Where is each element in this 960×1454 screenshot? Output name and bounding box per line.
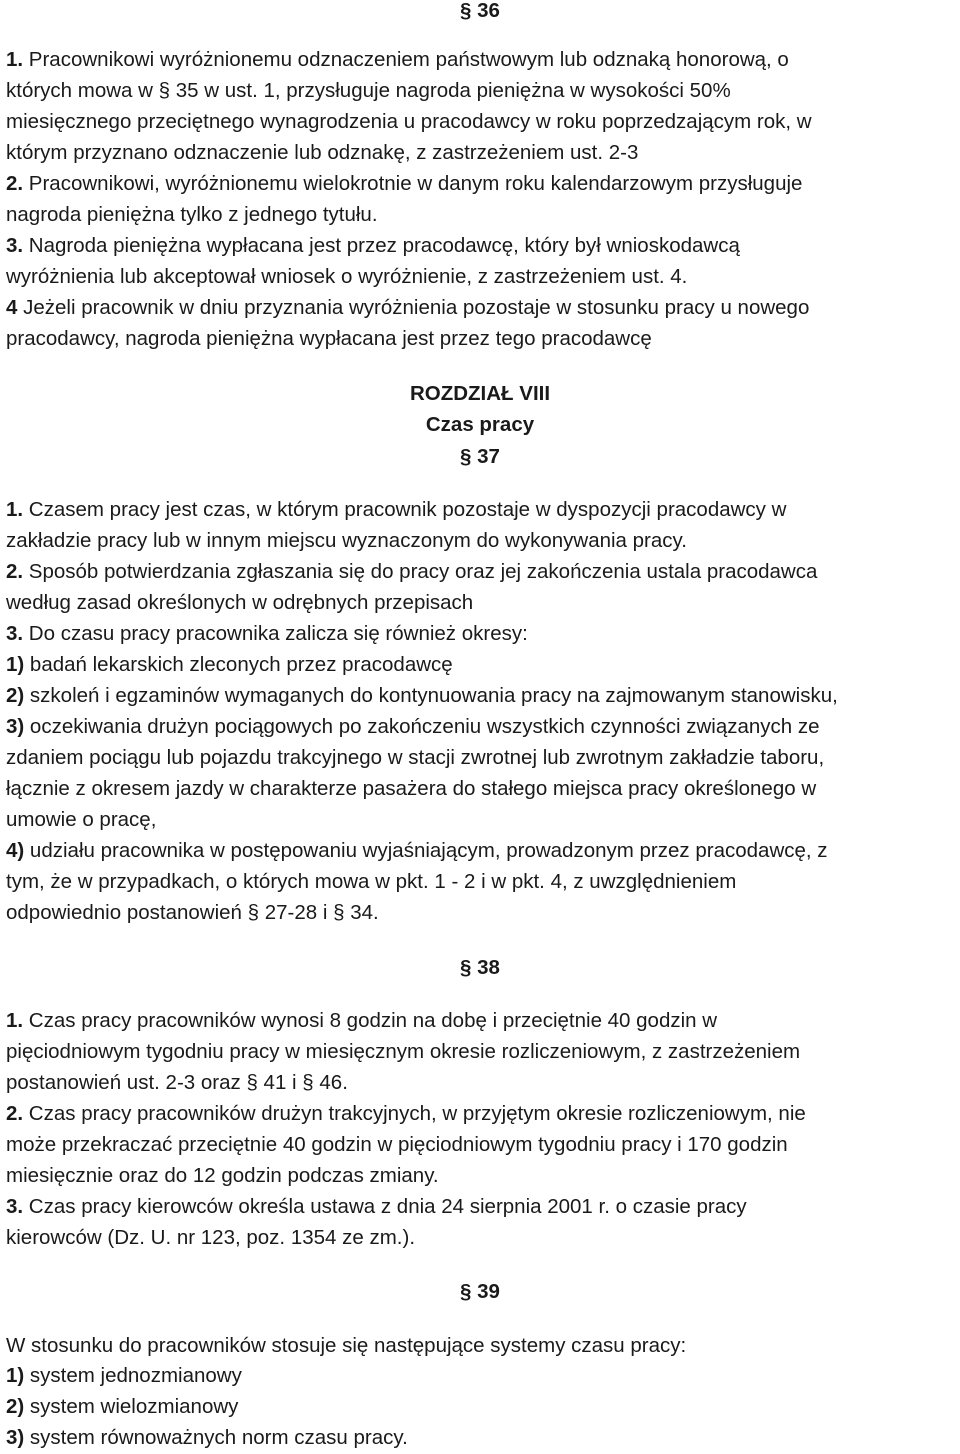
section-heading-38: § 38 — [460, 956, 500, 979]
paragraph-line: zakładzie pracy lub w innym miejscu wyznaczonym do wykonywania pracy. — [6, 529, 687, 552]
paragraph-line: postanowień ust. 2-3 oraz § 41 i § 46. — [6, 1071, 348, 1094]
paragraph-line: zdaniem pociągu lub pojazdu trakcyjnego w stacji zwrotnej lub zwrotnym zakładzie taboru, — [6, 746, 825, 769]
paragraph-line: miesięcznego przeciętnego wynagrodzenia u pracodawcy w roku poprzedzającym rok, w — [6, 110, 812, 133]
paragraph-line: 3. Nagroda pieniężna wypłacana jest przez pracodawcę, który był wnioskodawcą — [6, 234, 740, 257]
paragraph-line: których mowa w § 35 w ust. 1, przysługuje nagroda pieniężna w wysokości 50% — [6, 79, 731, 102]
paragraph-number: 1. — [6, 1009, 24, 1032]
paragraph-number: 2. — [6, 560, 24, 583]
paragraph-line: 1. Czas pracy pracowników wynosi 8 godzin na dobę i przeciętnie 40 godzin w — [6, 1009, 718, 1032]
list-number: 3) — [6, 1426, 25, 1449]
paragraph-number: 2. — [6, 172, 24, 195]
list-item: 2) system wielozmianowy — [6, 1395, 239, 1418]
paragraph-line: 1. Czasem pracy jest czas, w którym pracownik pozostaje w dyspozycji pracodawcy w — [6, 498, 787, 521]
section-heading-36: § 36 — [460, 0, 500, 22]
paragraph-line: nagroda pieniężna tylko z jednego tytułu. — [6, 203, 378, 226]
paragraph-line: umowie o pracę, — [6, 808, 157, 831]
paragraph-line: łącznie z okresem jazdy w charakterze pasażera do stałego miejsca pracy określonego w — [6, 777, 817, 800]
paragraph-number: 2. — [6, 1102, 24, 1125]
paragraph-line: 2. Sposób potwierdzania zgłaszania się do pracy oraz jej zakończenia ustala pracodawca — [6, 560, 818, 583]
paragraph-number: 1. — [6, 48, 24, 71]
paragraph-number: 3. — [6, 622, 24, 645]
paragraph-line: W stosunku do pracowników stosuje się następujące systemy czasu pracy: — [6, 1334, 687, 1357]
list-item: 3) system równoważnych norm czasu pracy. — [6, 1426, 408, 1449]
list-number: 1) — [6, 1364, 25, 1387]
paragraph-line: 1. Pracownikowi wyróżnionemu odznaczeniem państwowym lub odznaką honorową, o — [6, 48, 789, 71]
paragraph-line: kierowców (Dz. U. nr 123, poz. 1354 ze zm.). — [6, 1226, 416, 1249]
paragraph-line: wyróżnienia lub akceptował wniosek o wyróżnienie, z zastrzeżeniem ust. 4. — [6, 265, 688, 288]
list-item: 1) system jednozmianowy — [6, 1364, 242, 1387]
list-item: 1) badań lekarskich zleconych przez pracodawcę — [6, 653, 453, 676]
paragraph-number: 3. — [6, 1195, 24, 1218]
list-number: 1) — [6, 653, 25, 676]
paragraph-line: 3. Czas pracy kierowców określa ustawa z dnia 24 sierpnia 2001 r. o czasie pracy — [6, 1195, 747, 1218]
paragraph-number: 1. — [6, 498, 24, 521]
list-number: 2) — [6, 684, 25, 707]
chapter-heading: ROZDZIAŁ VIII — [409, 382, 551, 405]
section-heading-37: § 37 — [460, 445, 500, 468]
paragraph-line: może przekraczać przeciętnie 40 godzin w pięciodniowym tygodniu pracy i 170 godzin — [6, 1133, 788, 1156]
paragraph-line: 4 Jeżeli pracownik w dniu przyznania wyróżnienia pozostaje w stosunku pracy u nowego — [6, 296, 810, 319]
list-item: 4) udziału pracownika w postępowaniu wyjaśniającym, prowadzonym przez pracodawcę, z — [6, 839, 828, 862]
list-number: 4) — [6, 839, 25, 862]
paragraph-line: miesięcznie oraz do 12 godzin podczas zmiany. — [6, 1164, 439, 1187]
paragraph-number: 3. — [6, 234, 24, 257]
section-heading-39: § 39 — [460, 1280, 500, 1303]
paragraph-line: tym, że w przypadkach, o których mowa w pkt. 1 - 2 i w pkt. 4, z uwzględnieniem — [6, 870, 737, 893]
paragraph-line: według zasad określonych w odrębnych przepisach — [6, 591, 474, 614]
list-number: 2) — [6, 1395, 25, 1418]
list-number: 3) — [6, 715, 25, 738]
chapter-title: Czas pracy — [425, 413, 535, 436]
paragraph-number: 4 — [6, 296, 18, 319]
list-item: 3) oczekiwania drużyn pociągowych po zakończeniu wszystkich czynności związanych ze — [6, 715, 820, 738]
paragraph-line: 3. Do czasu pracy pracownika zalicza się również okresy: — [6, 622, 528, 645]
paragraph-line: pięciodniowym tygodniu pracy w miesięcznym okresie rozliczeniowym, z zastrzeżeniem — [6, 1040, 801, 1063]
paragraph-line: odpowiednio postanowień § 27-28 i § 34. — [6, 901, 379, 924]
paragraph-line: pracodawcy, nagroda pieniężna wypłacana jest przez tego pracodawcę — [6, 327, 652, 350]
paragraph-line: 2. Pracownikowi, wyróżnionemu wielokrotnie w danym roku kalendarzowym przysługuje — [6, 172, 803, 195]
list-item: 2) szkoleń i egzaminów wymaganych do kontynuowania pracy na zajmowanym stanowisku, — [6, 684, 838, 707]
paragraph-line: 2. Czas pracy pracowników drużyn trakcyjnych, w przyjętym okresie rozliczeniowym, nie — [6, 1102, 806, 1125]
paragraph-line: którym przyznano odznaczenie lub odznakę, z zastrzeżeniem ust. 2-3 — [6, 141, 639, 164]
